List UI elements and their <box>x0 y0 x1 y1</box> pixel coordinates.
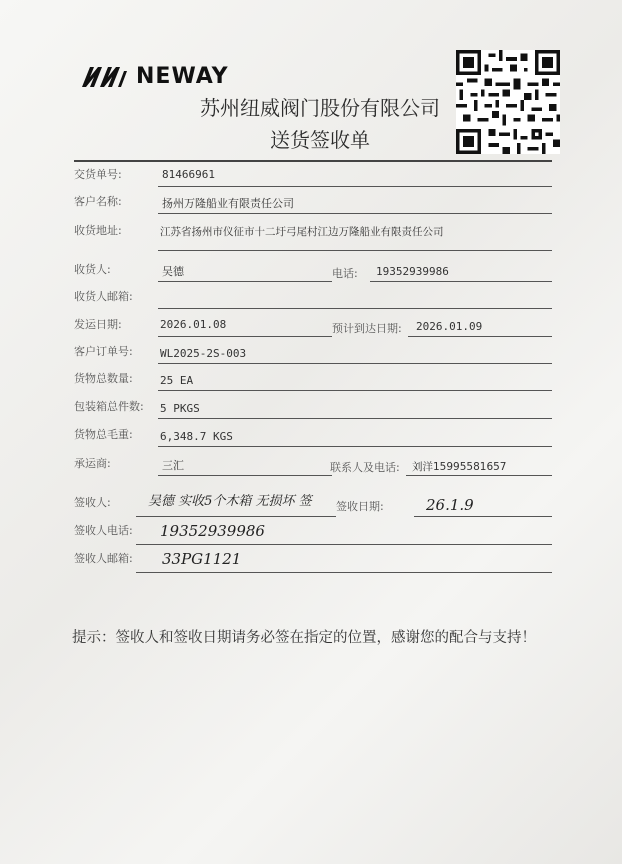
document-title: 送货签收单 <box>270 128 370 152</box>
customer-label: 客户名称: <box>74 195 122 208</box>
po-no-value: WL2025-2S-003 <box>160 347 247 360</box>
notice-text: 提示：签收人和签收日期请务必签在指定的位置，感谢您的配合与支持！ <box>72 630 536 646</box>
weight-label: 货物总毛重: <box>74 428 133 441</box>
delivery-no-value: 81466961 <box>162 168 215 181</box>
packages-line <box>158 398 552 419</box>
company-name: 苏州纽威阀门股份有限公司 <box>200 96 440 120</box>
receiver-value: 吴德 <box>162 265 184 278</box>
receiver-line <box>158 261 332 282</box>
qty-label: 货物总数量: <box>74 372 133 385</box>
weight-value: 6,348.7 KGS <box>160 430 233 443</box>
packages-value: 5 PKGS <box>160 402 200 415</box>
company-logo <box>80 64 229 89</box>
receiver-label: 收货人: <box>74 263 111 276</box>
ship-date-value: 2026.01.08 <box>160 318 227 331</box>
qr-code-icon <box>456 50 560 154</box>
signer-email-label: 签收人邮箱: <box>74 552 133 565</box>
carrier-label: 承运商: <box>74 457 111 470</box>
packages-label: 包装箱总件数: <box>74 400 144 413</box>
eta-value: 2026.01.09 <box>416 320 483 333</box>
contact-label: 联系人及电话: <box>330 461 400 474</box>
phone-value: 19352939986 <box>376 265 449 278</box>
receiver-email-line <box>158 288 552 309</box>
eta-label: 预计到达日期: <box>332 322 402 335</box>
carrier-value: 三汇 <box>162 459 184 472</box>
signer-phone-value: 19352939986 <box>160 522 265 540</box>
signer-email-value: 33PG1121 <box>162 550 242 568</box>
signer-label: 签收人: <box>74 496 111 509</box>
receiver-email-label: 收货人邮箱: <box>74 290 133 303</box>
header-rule <box>74 160 552 162</box>
phone-label: 电话: <box>332 267 358 280</box>
delivery-no-label: 交货单号: <box>74 168 122 181</box>
ship-date-label: 发运日期: <box>74 318 122 331</box>
customer-value: 扬州万隆船业有限责任公司 <box>162 197 294 210</box>
carrier-line <box>158 455 332 476</box>
contact-value: 刘洋15995581657 <box>412 461 507 473</box>
address-value: 江苏省扬州市仪征市十二圩弓尾村江边万隆船业有限责任公司 <box>160 226 444 238</box>
signer-value: 吴德 实收5个木箱 无损坏 签 <box>148 494 312 509</box>
qty-line <box>158 370 552 391</box>
brand-name: NEWAY <box>136 64 229 89</box>
neway-logo-icon <box>80 65 128 89</box>
address-label: 收货地址: <box>74 224 122 237</box>
qty-value: 25 EA <box>160 374 194 387</box>
sign-date-value: 26.1.9 <box>426 496 474 514</box>
signer-phone-label: 签收人电话: <box>74 524 133 537</box>
po-no-label: 客户订单号: <box>74 345 133 358</box>
delivery-no-line <box>158 166 552 187</box>
sign-date-label: 签收日期: <box>336 500 384 513</box>
